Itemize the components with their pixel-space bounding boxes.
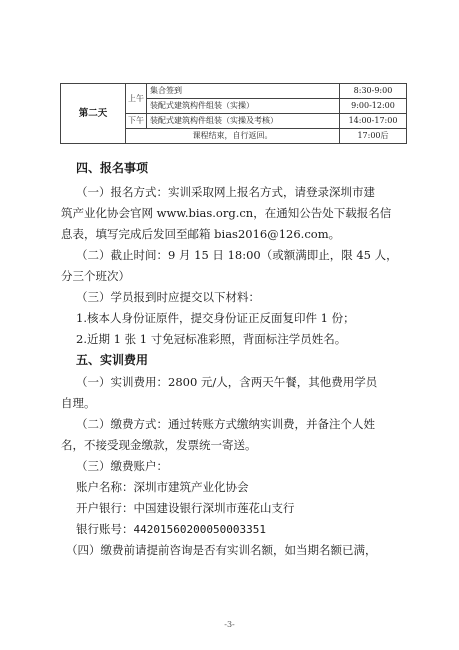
account-number: 44201560200050003351	[133, 523, 266, 536]
activity-cell: 装配式建筑构件组装（实操及考核）	[147, 114, 340, 129]
section5-title: 五、实训费用	[76, 353, 149, 367]
section4-p2-line1: （二）截止时间：9 月 15 日 18:00（或额满即止，限 45 人，	[76, 248, 398, 262]
section5-p3: （三）缴费账户：	[76, 459, 168, 473]
section5-p2-line1: （二）缴费方式：通过转账方式缴纳实训费，并备注个人姓	[76, 417, 375, 431]
account-name: 账户名称：深圳市建筑产业化协会	[76, 480, 249, 494]
section5-p2-line2: 名，不接受现金缴款，发票统一寄送。	[61, 438, 257, 452]
section5-p1-line1: （一）实训费用：2800 元/人，含两天午餐，其他费用学员	[76, 375, 378, 389]
section4-p1-line3: 息表，填写完成后发回至邮箱 bias2016@126.com。	[61, 227, 341, 241]
section4-item1: 1.核本人身份证原件，提交身份证正反面复印件 1 份；	[76, 311, 355, 325]
table-row	[61, 84, 407, 99]
section4-title: 四、报名事项	[76, 161, 149, 175]
section4-p1-line1: （一）报名方式：实训采取网上报名方式，请登录深圳市建	[76, 185, 375, 199]
activity-cell: 装配式建筑构件组装（实操）	[147, 99, 340, 114]
morning-cell: 上午	[126, 84, 147, 114]
account-number-label: 银行账号：	[76, 522, 134, 536]
closing-time-cell: 17:00后	[340, 129, 407, 144]
day-cell: 第二天	[61, 84, 126, 144]
schedule-table	[60, 83, 407, 144]
bank-name: 开户银行：中国建设银行深圳市莲花山支行	[76, 501, 295, 515]
time-cell: 14:00-17:00	[340, 114, 407, 129]
time-cell: 8:30-9:00	[340, 84, 407, 99]
afternoon-cell: 下午	[126, 114, 147, 129]
account-number-line	[76, 522, 409, 537]
section5-p1-line2: 自理。	[61, 396, 96, 410]
section5-p4: （四）缴费前请提前咨询是否有实训名额，如当期名额已满，	[66, 543, 377, 557]
section4-p3: （三）学员报到时应提交以下材料：	[76, 290, 260, 304]
activity-cell: 集合签到	[147, 84, 340, 99]
section4-item2: 2.近期 1 张 1 寸免冠标准彩照，背面标注学员姓名。	[76, 332, 347, 346]
closing-activity-cell: 课程结束，自行返回。	[126, 129, 340, 144]
section4-p1-line2: 筑产业化协会官网 www.bias.org.cn，在通知公告处下载报名信	[61, 206, 392, 220]
page-number: -3-	[224, 620, 235, 629]
section4-p2-line2: 分三个班次）	[61, 269, 130, 283]
time-cell: 9:00-12:00	[340, 99, 407, 114]
